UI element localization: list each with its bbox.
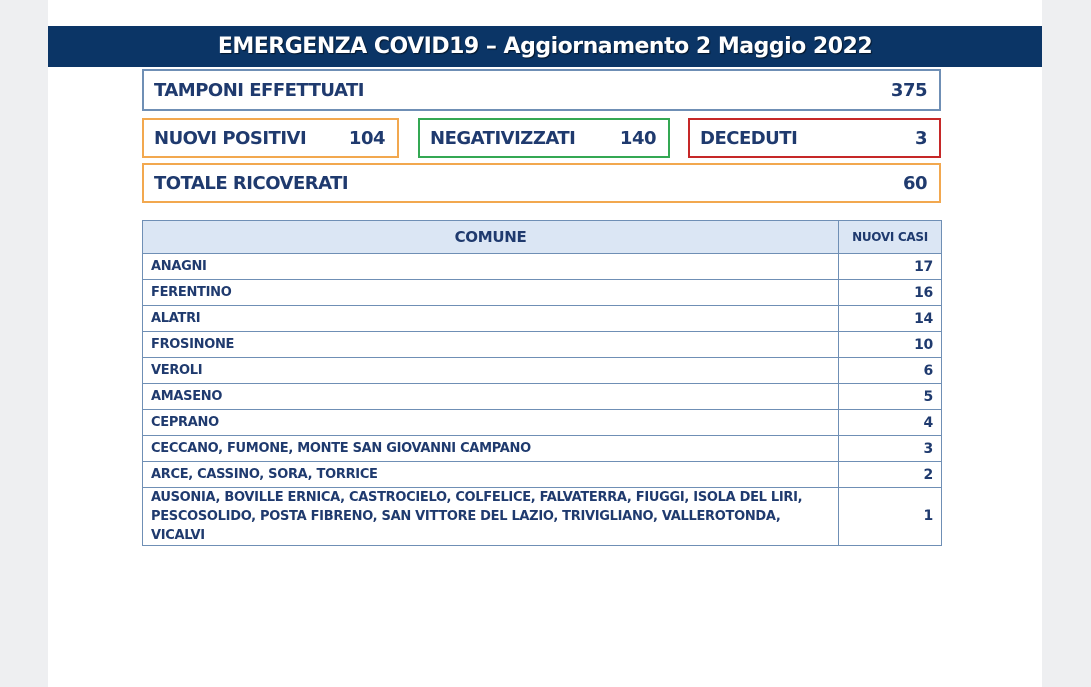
column-header-nuovi-casi: NUOVI CASI (839, 221, 942, 254)
cell-comune: ARCE, CASSINO, SORA, TORRICE (143, 462, 839, 488)
table-row (143, 332, 942, 358)
column-header-comune: COMUNE (143, 221, 839, 254)
page-title-text: EMERGENZA COVID19 – Aggiornamento 2 Maggio 2022 (217, 34, 873, 59)
stat-totale-ricoverati-label: TOTALE RICOVERATI (154, 172, 349, 194)
stat-nuovi-positivi (142, 118, 399, 158)
cell-comune: FROSINONE (143, 332, 839, 358)
cell-comune: FERENTINO (143, 280, 839, 306)
cell-comune: VEROLI (143, 358, 839, 384)
cell-nuovi-casi: 3 (839, 436, 942, 462)
stat-nuovi-positivi-label: NUOVI POSITIVI (154, 127, 307, 149)
cell-nuovi-casi: 14 (839, 306, 942, 332)
cell-comune: AMASENO (143, 384, 839, 410)
cell-nuovi-casi: 6 (839, 358, 942, 384)
table-row (143, 306, 942, 332)
cell-comune: AUSONIA, BOVILLE ERNICA, CASTROCIELO, COLFELICE, FALVATERRA, FIUGGI, ISOLA DEL LIRI, PESCOSOLIDO, POSTA FIBRENO, SAN VITTORE DEL LAZIO, TRIVIGLIANO, VALLEROTONDA, VICALVI (143, 488, 839, 546)
stat-totale-ricoverati-value: 60 (902, 172, 927, 194)
table-row (143, 436, 942, 462)
cases-table (142, 220, 942, 546)
cell-nuovi-casi: 16 (839, 280, 942, 306)
stat-negativizzati-label: NEGATIVIZZATI (430, 127, 576, 149)
stat-tamponi-value: 375 (890, 79, 927, 101)
stat-deceduti-value: 3 (914, 127, 927, 149)
cell-comune: CECCANO, FUMONE, MONTE SAN GIOVANNI CAMPANO (143, 436, 839, 462)
stat-nuovi-positivi-value: 104 (348, 127, 385, 149)
table-row (143, 254, 942, 280)
cell-nuovi-casi: 10 (839, 332, 942, 358)
cell-comune: CEPRANO (143, 410, 839, 436)
stat-tamponi (142, 69, 941, 111)
cell-nuovi-casi: 4 (839, 410, 942, 436)
stat-tamponi-label: TAMPONI EFFETTUATI (154, 79, 364, 101)
cell-comune: ANAGNI (143, 254, 839, 280)
page-title (48, 26, 1042, 67)
cell-nuovi-casi: 5 (839, 384, 942, 410)
table-row (143, 410, 942, 436)
table-row (143, 462, 942, 488)
table-row (143, 488, 942, 546)
stat-totale-ricoverati (142, 163, 941, 203)
stat-deceduti-label: DECEDUTI (700, 127, 798, 149)
cell-nuovi-casi: 17 (839, 254, 942, 280)
table-row (143, 358, 942, 384)
cell-comune: ALATRI (143, 306, 839, 332)
cell-nuovi-casi: 2 (839, 462, 942, 488)
table-row (143, 384, 942, 410)
table-header-row (143, 221, 942, 254)
table-row (143, 280, 942, 306)
stat-deceduti (688, 118, 941, 158)
stat-negativizzati (418, 118, 670, 158)
cell-nuovi-casi: 1 (839, 488, 942, 546)
stat-negativizzati-value: 140 (619, 127, 656, 149)
